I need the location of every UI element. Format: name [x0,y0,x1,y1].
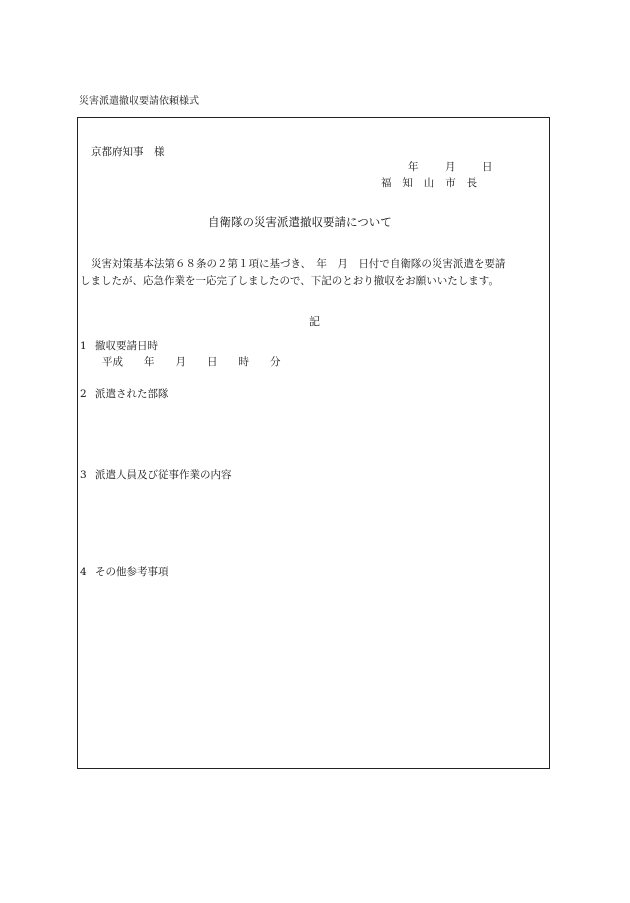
body-line-2: しましたが、応急作業を一応完了しましたので、下記のとおり撤収をお願いいたします。 [80,275,499,287]
date-line [408,162,493,173]
addressee: 京都府知事 様 [91,146,165,158]
item-number: 2 [80,388,87,400]
item-number: 4 [80,566,87,578]
item-label: その他参考事項 [95,566,169,578]
date-year-label: 年 [408,161,419,173]
subject: 自衛隊の災害派遣撤収要請について [208,215,392,229]
item-personnel-and-work [80,470,232,481]
item-dispatched-unit [80,389,169,400]
item-number: 3 [80,469,87,481]
item-other-notes [80,567,169,578]
item-withdrawal-datetime [80,341,158,352]
item-label: 派遣された部隊 [95,388,169,400]
date-day-label: 日 [482,161,493,173]
form-title: 災害派遣撤収要請依頼様式 [79,96,199,107]
sender: 福 知 山 市 長 [381,177,478,189]
item-number: 1 [80,340,87,352]
date-month-label: 月 [445,161,456,173]
item-label: 派遣人員及び従事作業の内容 [95,469,232,481]
ki-heading: 記 [309,315,320,328]
body-line-1: 災害対策基本法第６８条の２第１項に基づき、 年 月 日付で自衛隊の災害派遣を要請 [91,258,506,270]
item-label: 撤収要請日時 [95,340,158,352]
item-withdrawal-datetime-value: 平成 年 月 日 時 分 [102,356,281,368]
